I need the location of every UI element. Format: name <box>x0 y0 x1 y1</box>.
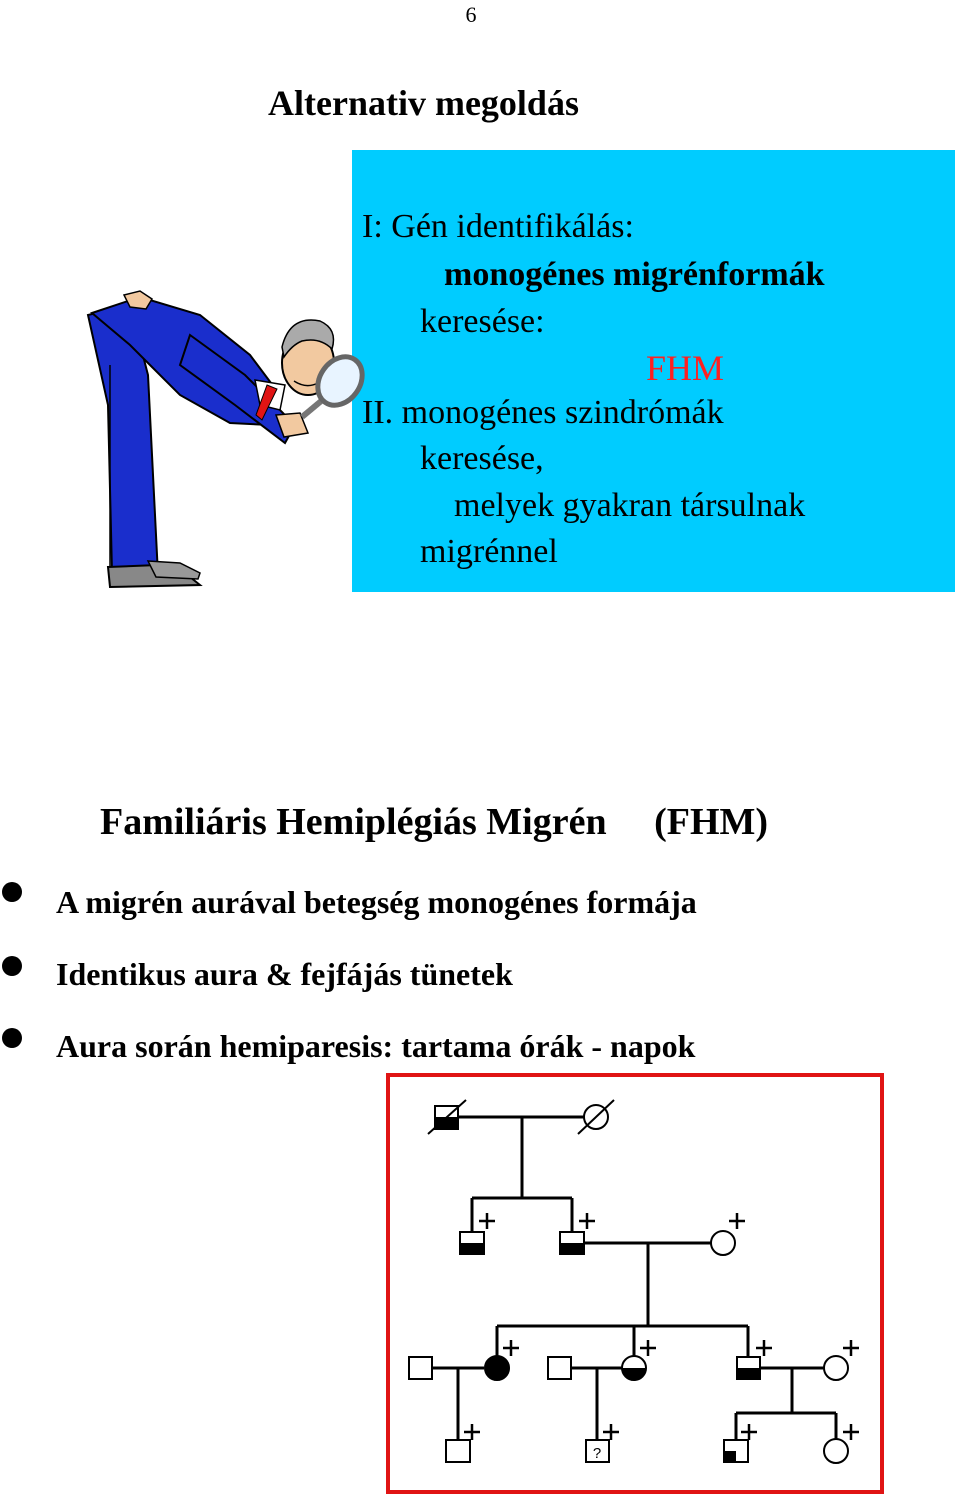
affected-female-symbol <box>485 1356 509 1380</box>
deceased-female-symbol <box>578 1100 614 1134</box>
bullet-text: A migrén aurával betegség monogénes formája <box>56 884 697 920</box>
affected-male-symbol <box>737 1357 760 1379</box>
affected-male-symbol <box>724 1440 748 1462</box>
bullet-text: Identikus aura & fejfájás tünetek <box>56 956 513 992</box>
female-symbol <box>711 1231 735 1255</box>
page-number: 6 <box>465 2 477 27</box>
bullet-icon <box>2 956 22 976</box>
bullet-icon <box>2 882 22 902</box>
female-symbol <box>824 1356 848 1380</box>
affected-male-symbol <box>560 1232 584 1254</box>
box-line-fhm: FHM <box>646 348 725 388</box>
bullet-icon <box>2 1028 22 1048</box>
section-heading: Familiáris Hemiplégiás Migrén (FHM) <box>100 801 769 843</box>
blue-info-box <box>352 150 955 592</box>
female-symbol <box>824 1439 848 1463</box>
box-line-gene-identification: I: Gén identifikálás: <box>362 208 634 245</box>
male-symbol <box>446 1440 470 1462</box>
box-line-search: keresése: <box>420 303 545 340</box>
male-symbol <box>409 1357 432 1379</box>
unknown-mark: ? <box>592 1445 602 1462</box>
box-line-associated: melyek gyakran társulnak <box>454 487 806 524</box>
affected-female-symbol <box>622 1356 646 1380</box>
pedigree-chart <box>390 1077 880 1490</box>
box-line-search-2: keresése, <box>420 440 544 477</box>
male-symbol <box>548 1357 571 1379</box>
page-title: Alternativ megoldás <box>268 83 579 123</box>
affected-male-symbol <box>460 1232 484 1254</box>
bullet-text: Aura során hemiparesis: tartama órák - napok <box>56 1028 696 1064</box>
box-line-monogenic-syndromes: II. monogénes szindrómák <box>362 394 724 431</box>
box-line-monogenic-forms: monogénes migrénformák <box>444 256 825 293</box>
detective-illustration <box>70 285 370 595</box>
box-line-migraine: migrénnel <box>420 533 558 570</box>
